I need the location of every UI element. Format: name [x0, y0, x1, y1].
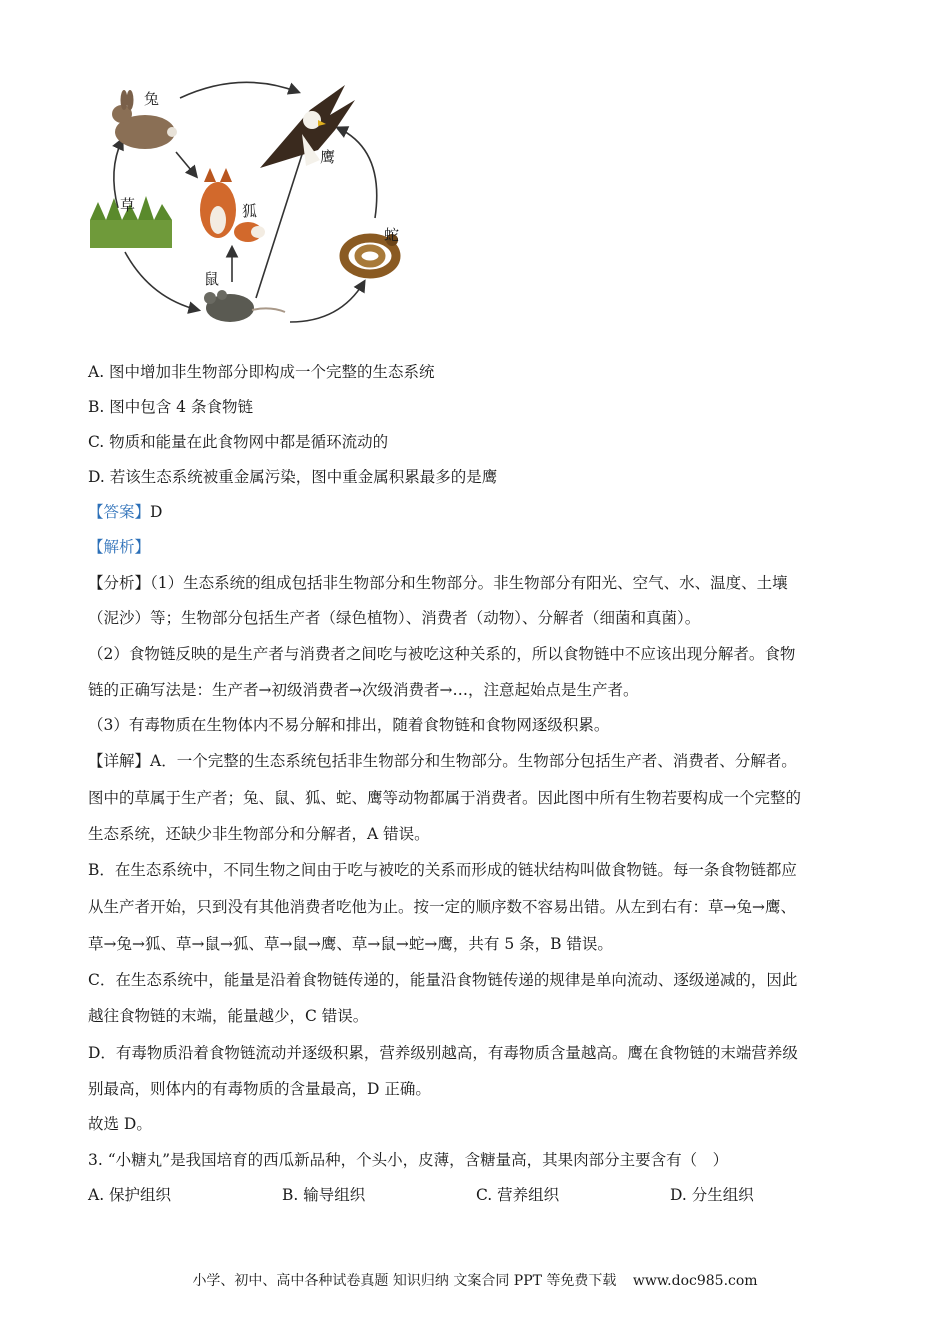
arrow-rabbit-eagle — [180, 82, 298, 98]
analysis-line: 从生产者开始，只到没有其他消费者吃他为止。按一定的顺序数不容易出错。从左到右有：草→兔→鹰、 — [88, 898, 796, 916]
analysis-line: 故选 D。 — [88, 1115, 152, 1133]
analysis-line: 别最高，则体内的有毒物质的含量最高，D 正确。 — [88, 1080, 431, 1098]
mouse-illustration — [204, 290, 285, 322]
answer-line — [88, 500, 162, 522]
label-grass: 草 — [120, 196, 136, 214]
analysis-line: 生态系统，还缺少非生物部分和分解者，A 错误。 — [88, 825, 430, 843]
analysis-tag: 【解析】 — [88, 538, 151, 556]
option-c: C. 物质和能量在此食物网中都是循环流动的 — [88, 433, 389, 451]
answer-tag: 【答案】 — [88, 503, 151, 521]
label-rabbit: 兔 — [144, 90, 160, 108]
option-d: D. 若该生态系统被重金属污染，图中重金属积累最多的是鹰 — [88, 468, 498, 486]
question-3-stem: 3. “小糖丸”是我国培育的西瓜新品种，个头小，皮薄，含糖量高，其果肉部分主要含有（ ） — [88, 1151, 729, 1169]
analysis-line: 【分析】（1）生态系统的组成包括非生物部分和生物部分。非生物部分有阳光、空气、水、温度、土壤 — [88, 574, 788, 592]
label-fox: 狐 — [242, 202, 258, 220]
analysis-line: 链的正确写法是：生产者→初级消费者→次级消费者→…，注意起始点是生产者。 — [88, 681, 639, 699]
eagle-illustration — [260, 85, 355, 168]
analysis-line: 草→兔→狐、草→鼠→狐、草→鼠→鹰、草→鼠→蛇→鹰，共有 5 条，B 错误。 — [88, 935, 613, 953]
label-eagle: 鹰 — [320, 148, 336, 166]
q3-option-d: D. 分生组织 — [670, 1186, 754, 1204]
page-footer — [0, 1270, 950, 1290]
analysis-line: （2）食物链反映的是生产者与消费者之间吃与被吃这种关系的，所以食物链中不应该出现分解者。食物 — [88, 645, 796, 663]
footer-site-link[interactable]: www.doc985.com — [632, 1273, 758, 1289]
analysis-line: 【详解】A．一个完整的生态系统包括非生物部分和生物部分。生物部分包括生产者、消费者、分解者。 — [88, 752, 797, 770]
analysis-line: B．在生态系统中，不同生物之间由于吃与被吃的关系而形成的链状结构叫做食物链。每一条食物链都应 — [88, 861, 797, 879]
label-snake: 蛇 — [384, 226, 400, 244]
option-a: A. 图中增加非生物部分即构成一个完整的生态系统 — [88, 363, 435, 381]
arrow-snake-eagle — [338, 128, 377, 218]
arrow-rabbit-fox — [176, 152, 196, 176]
q3-option-a: A. 保护组织 — [88, 1186, 172, 1204]
analysis-line: D．有毒物质沿着食物链流动并逐级积累，营养级别越高，有毒物质含量越高。鹰在食物链的末端营养级 — [88, 1044, 798, 1062]
arrow-mouse-snake — [290, 282, 364, 322]
label-mouse: 鼠 — [204, 270, 220, 288]
analysis-line: 图中的草属于生产者；兔、鼠、狐、蛇、鹰等动物都属于消费者。因此图中所有生物若要构成一个完整的 — [88, 789, 802, 807]
answer-value: D — [150, 503, 163, 521]
option-b: B. 图中包含 4 条食物链 — [88, 398, 253, 416]
arrow-grass-mouse — [125, 252, 198, 310]
q3-option-b: B. 输导组织 — [282, 1186, 366, 1204]
footer-text: 小学、初中、高中各种试卷真题 知识归纳 文案合同 PPT 等免费下载 — [192, 1273, 617, 1289]
food-web-diagram — [80, 70, 440, 340]
analysis-line: 越往食物链的末端，能量越少，C 错误。 — [88, 1007, 369, 1025]
analysis-line: （3）有毒物质在生物体内不易分解和排出，随着食物链和食物网逐级积累。 — [88, 716, 610, 734]
analysis-line: C．在生态系统中，能量是沿着食物链传递的，能量沿食物链传递的规律是单向流动、逐级递减的，因此 — [88, 971, 798, 989]
q3-option-c: C. 营养组织 — [476, 1186, 560, 1204]
analysis-line: （泥沙）等；生物部分包括生产者（绿色植物）、消费者（动物）、分解者（细菌和真菌）。 — [88, 609, 701, 627]
